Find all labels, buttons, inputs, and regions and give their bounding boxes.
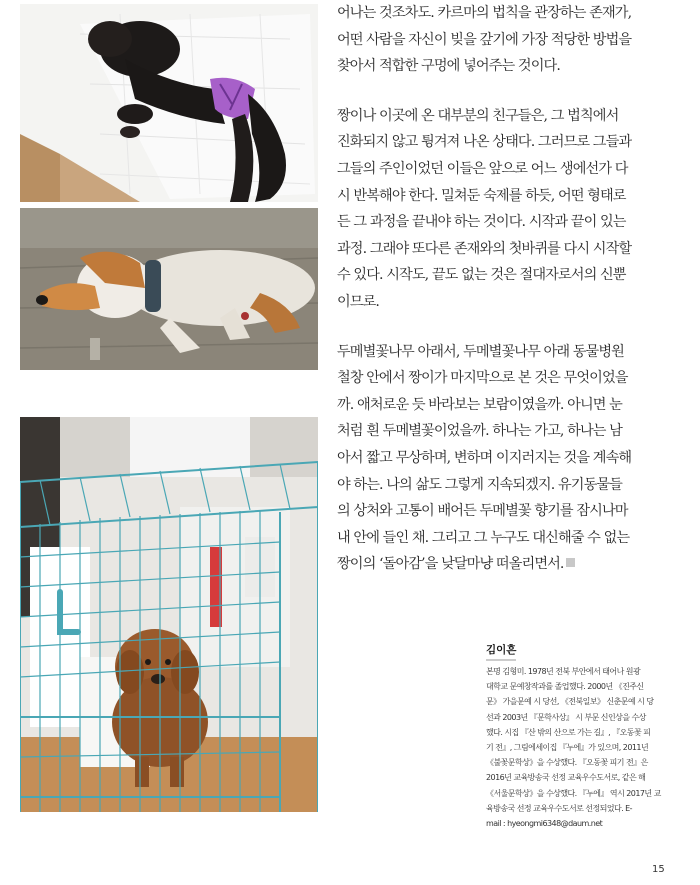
text-line: 내 안에 들인 채. 그리고 그 누구도 대신해줄 수 없는 (337, 529, 630, 546)
author-profile (486, 638, 676, 831)
text-line: 짱이나 이곳에 온 대부분의 친구들은, 그 법칙에서 (337, 107, 619, 124)
text-line: 진화되지 않고 튕겨져 나온 상태다. 그러므로 그들과 (337, 134, 632, 151)
text-line: 과정. 그래야 또다른 존재와의 첫바퀴를 다시 시작할 (337, 240, 632, 257)
text-line: 찾아서 적합한 구멍에 넣어주는 것이다. (337, 58, 560, 75)
text-line: 시 반복해야 한다. 밀쳐둔 숙제를 하듯, 어떤 형태로 (337, 187, 626, 204)
paragraph-2 (337, 103, 673, 316)
text-line: 처럼 흰 두메별꽃이었을까. 하나는 가고, 하나는 남 (337, 423, 622, 440)
bio-line: 선과 2003년 『문학사상』 시 부문 신인상을 수상 (486, 712, 646, 722)
bio-line: 본명 김형미. 1978년 전북 부안에서 태어나 원광 (486, 667, 641, 676)
article-body (337, 0, 673, 578)
text-line: 어떤 사람을 자신이 빚을 갚기에 가장 적당한 방법을 (337, 31, 632, 48)
author-name: 김이흔 (486, 642, 516, 661)
text-line: 야 하는. 나의 삶도 그렇게 지속되겠지. 유기동물들 (337, 476, 622, 493)
text-line: 의 상처와 고통이 배어든 두메별꽃 향기를 잠시나마 (337, 503, 628, 520)
bio-line: 《서울문학상》을 수상했다. 『누에』 역시 2017년 교 (486, 788, 661, 798)
text-line: 그들의 주인이었던 이들은 앞으로 어느 생에선가 다 (337, 160, 628, 177)
paragraph-3 (337, 339, 673, 578)
kitten-photo (20, 4, 318, 202)
end-mark-icon (566, 558, 575, 567)
bio-line: 육방송국 선정 교육우수도서로 선정되었다. E- (486, 803, 633, 813)
text-line: 든 그 과정을 끝내야 하는 것이다. 시작과 끝이 있는 (337, 214, 626, 231)
kitten-image (20, 4, 318, 202)
bio-line: 대학교 문예창작과를 졸업했다. 2000년 《진주신 (486, 682, 644, 692)
text-line: 두메별꽃나무 아래서, 두메별꽃나무 아래 동물병원 (337, 343, 624, 360)
last-line-text: 짱이의 ‘돌아감’을 낮달마냥 떠올리면서. (337, 556, 564, 573)
dog-image (20, 208, 318, 370)
bio-line: 기 전』, 그림에세이집 『누에』가 있으며, 2011년 (486, 743, 649, 753)
text-line: 수 있다. 시작도, 끝도 없는 것은 절대자로서의 신뿐 (337, 267, 626, 284)
bio-line: 2016년 교육방송국 선정 교육우수도서로, 같은 해 (486, 773, 646, 783)
bio-line: 했다. 시집 『산 밖의 산으로 가는 길』, 『오동꽃 피 (486, 727, 651, 737)
author-bio (486, 664, 676, 831)
text-line: 이므로. (337, 293, 380, 310)
text-line-last (337, 551, 673, 578)
page-number: 15 (652, 864, 665, 875)
paragraph-1 (337, 0, 673, 80)
text-line: 어나는 것조차도. 카르마의 법칙을 관장하는 존재가, (337, 5, 632, 21)
dog-photo (20, 208, 318, 370)
bio-line: 문》 가을문예 시 당선, 《전북일보》 신춘문예 시 당 (486, 697, 654, 707)
text-line: 아서 짧고 무상하며, 변하며 이지러지는 것을 계속해 (337, 449, 632, 466)
text-line: 철창 안에서 짱이가 마지막으로 본 것은 무엇이었을 (337, 370, 628, 387)
poodle-cage-image (20, 417, 318, 812)
bio-line: 《불꽃문학상》을 수상했다. 『오동꽃 피기 전』은 (486, 758, 648, 768)
text-line: 까. 애처로운 듯 바라보는 보람이였을까. 아니면 눈 (337, 396, 622, 413)
poodle-cage-photo (20, 417, 318, 812)
author-email[interactable]: mail : hyeongmi6348@daum.net (486, 819, 603, 829)
